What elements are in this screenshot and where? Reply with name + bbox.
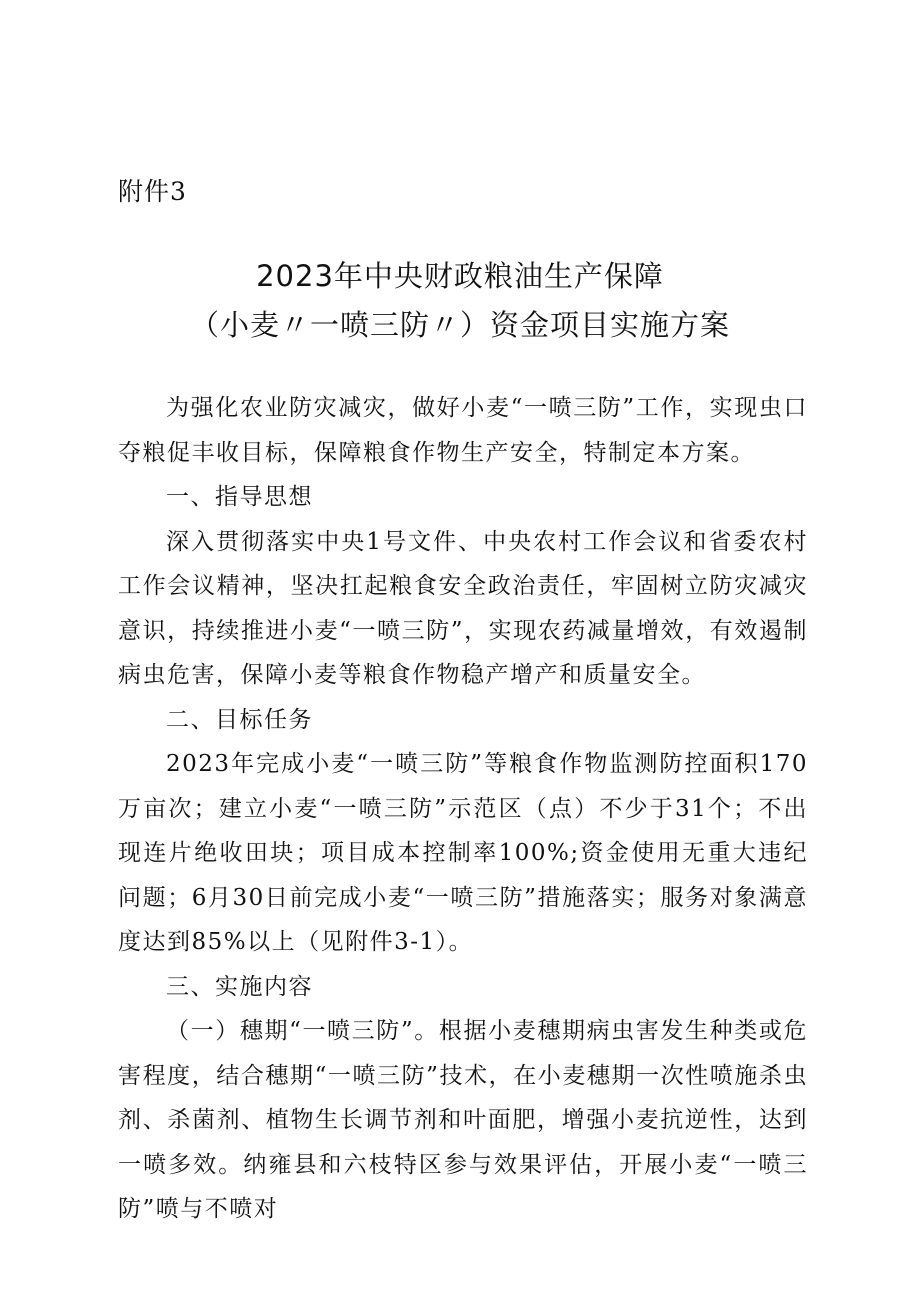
section-2-paragraph: 2023年完成小麦“一喷三防”等粮食作物监测防控面积170万亩次；建立小麦“一喷三防”示范区（点）不少于31个；不出现连片绝收田块；项目成本控制率100%;资金使用无重大违纪问题；6月30日前完成小麦“一喷三防”措施落实；服务对象满意度达到85%以上（见附件3-1）。: [118, 751, 808, 955]
section-2-heading: 二、目标任务: [166, 706, 313, 733]
intro-paragraph: 为强化农业防灾减灾，做好小麦“一喷三防”工作，实现虫口夺粮促丰收目标，保障粮食作物生产安全，特制定本方案。: [118, 395, 808, 466]
section-1-heading: 一、指导思想: [166, 484, 313, 510]
section-3-paragraph: （一）穗期“一喷三防”。根据小麦穗期病虫害发生种类或危害程度，结合穗期“一喷三防”技术，在小麦穗期一次性喷施杀虫剂、杀菌剂、植物生长调节剂和叶面肥，增强小麦抗逆性，达到一喷多效。纳雍县和六枝特区参与效果评估，开展小麦“一喷三防”喷与不喷对: [118, 1018, 808, 1222]
document-body: [118, 386, 808, 1232]
document-title-line-2: （小麦〃一喷三防〃）资金项目实施方案: [189, 308, 730, 342]
section-3-heading: 三、实施内容: [166, 973, 313, 1000]
document-title-line-1: 2023年中央财政粮油生产保障: [256, 259, 664, 293]
attachment-label: 附件3: [118, 177, 187, 206]
section-1-paragraph: 深入贯彻落实中央1号文件、中央农村工作会议和省委农村工作会议精神，坚决扛起粮食安全政治责任，牢固树立防灾减灾意识，持续推进小麦“一喷三防”，实现农药减量增效，有效遏制病虫危害，保障小麦等粮食作物稳产增产和质量安全。: [118, 528, 808, 688]
